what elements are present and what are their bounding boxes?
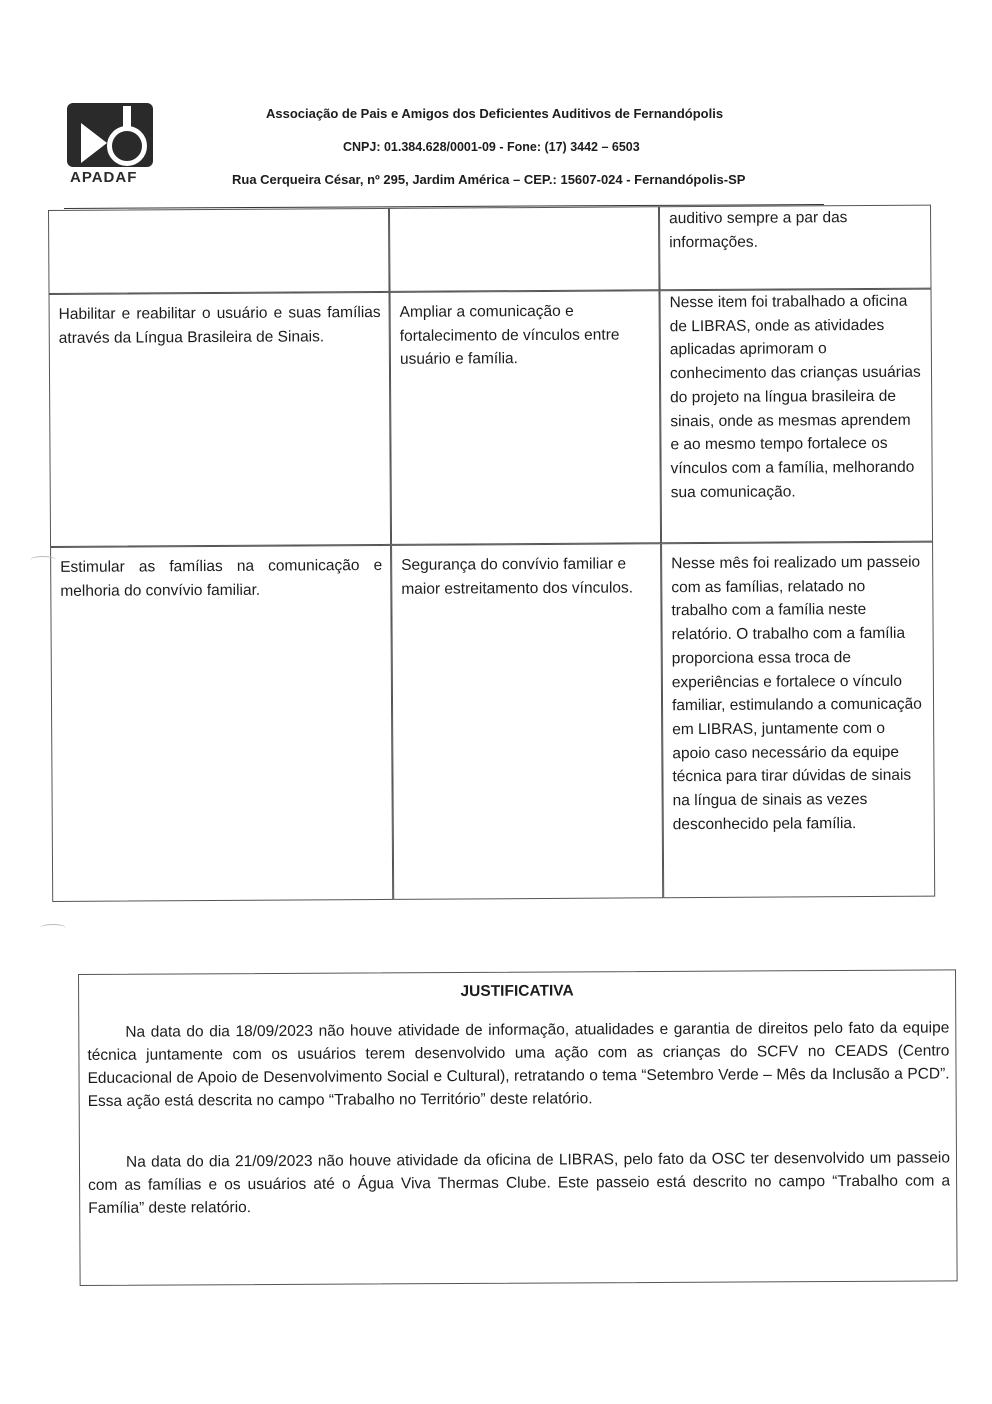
justification-paragraph: Na data do dia 21/09/2023 não houve atividade da oficina de LIBRAS, pelo fato da OSC ter desenvolvido um passeio com as famílias e os usuários até o Água Viva Thermas Clube. Este passeio está descrito no campo “Trabalho com a Família” deste relatório. <box>88 1149 951 1217</box>
logo-circle-icon <box>107 126 147 166</box>
table-cell-result: auditivo sempre a par das informações. <box>659 205 932 291</box>
table-cell-expected: Ampliar a comunicação e fortalecimento de vínculos entre usuário e família. <box>390 290 662 545</box>
table-cell-result: Nesse mês foi realizado um passeio com as famílias, relatado no trabalho com a família neste relatório. O trabalho com a família proporciona essa troca de experiências e fortalece o vínculo familiar, estimulando a comunicação em LIBRAS, juntamente com o apoio caso necessário da equipe técnica para tirar dúvidas de sinais na língua de sinais as vezes desconhecido pela família. <box>661 542 935 899</box>
table-cell-objective: Habilitar e reabilitar o usuário e suas famílias através da Língua Brasileira de Sinais. <box>49 292 392 547</box>
justification-title: JUSTIFICATIVA <box>460 982 574 1000</box>
activities-table <box>48 205 938 902</box>
organization-name: Associação de Pais e Amigos dos Deficientes Auditivos de Fernandópolis <box>266 106 724 121</box>
apadaf-logo <box>64 100 158 186</box>
cnpj-phone: CNPJ: 01.384.628/0001-09 - Fone: (17) 3442 – 6503 <box>343 140 640 154</box>
table-cell-expected <box>389 206 660 292</box>
scan-artifact <box>40 924 66 932</box>
table-cell-result: Nesse item foi trabalhado a oficina de LIBRAS, onde as atividades aplicadas aprimoram o conhecimento das crianças usuárias do projeto na língua brasileira de sinais, onde as mesmas aprendem e ao mesmo tempo fortalece os vínculos com a família, melhorando sua comunicação. <box>660 289 934 544</box>
justification-paragraph: Na data do dia 18/09/2023 não houve atividade de informação, atualidades e garantia de direitos pelo fato da equipe técnica juntamente com os usuários terem desenvolvido uma ação com as crianças do SCFV no CEADS (Centro Educacional de Apoio de Desenvolvimento Social e Cultural), retratando o tema “Setembro Verde – Mês da Inclusão a PCD”. Essa ação está descrita no campo “Trabalho no Território” deste relatório. <box>87 1019 950 1110</box>
logo-text: APADAF <box>70 169 138 186</box>
logo-emblem <box>67 103 153 167</box>
logo-stem-icon <box>123 106 131 130</box>
logo-triangle-icon <box>81 123 107 163</box>
justification-box <box>78 969 958 1286</box>
table-cell-expected: Segurança do convívio familiar e maior estreitamento dos vínculos. <box>391 543 663 900</box>
table-cell-objective: Estimular as famílias na comunicação e melhoria do convívio familiar. <box>50 545 393 902</box>
table-cell-objective <box>48 208 390 294</box>
scan-artifact <box>30 556 56 564</box>
address: Rua Cerqueira César, nº 295, Jardim América – CEP.: 15607-024 - Fernandópolis-SP <box>232 172 746 187</box>
